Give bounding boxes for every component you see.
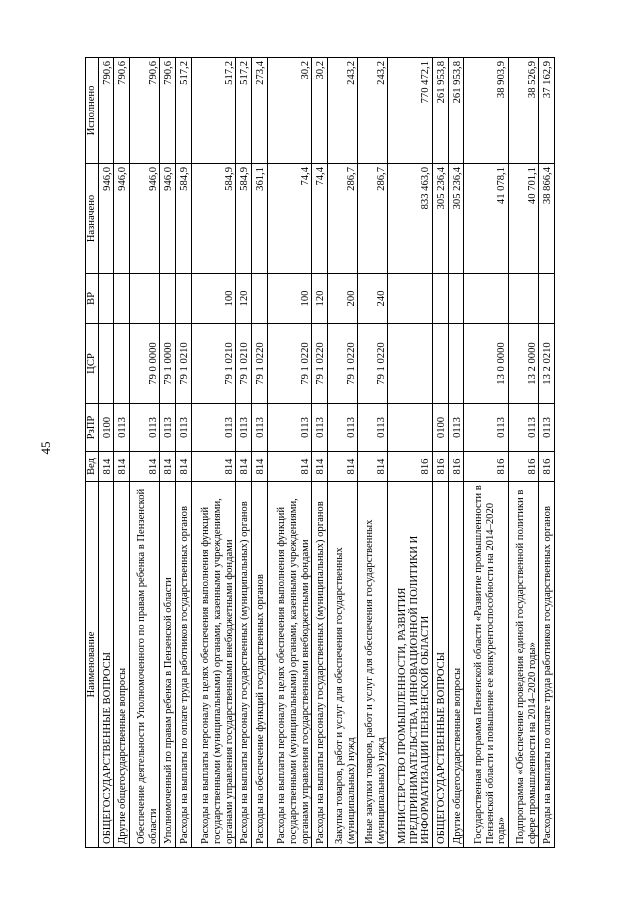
cell-rpr xyxy=(388,404,433,452)
cell-csr: 79 1 0220 xyxy=(312,324,328,404)
table-row xyxy=(114,58,130,848)
table-row xyxy=(267,58,312,848)
cell-assigned: 286,7 xyxy=(358,164,388,274)
cell-csr: 79 1 0220 xyxy=(267,324,312,404)
cell-executed: 517,2 xyxy=(236,58,252,164)
table-row xyxy=(236,58,252,848)
cell-ved: 814 xyxy=(98,452,114,482)
cell-rpr: 0100 xyxy=(98,404,114,452)
cell-assigned: 946,0 xyxy=(130,164,160,274)
cell-assigned: 305 236,4 xyxy=(433,164,449,274)
cell-vr xyxy=(433,274,449,324)
cell-vr: 100 xyxy=(191,274,236,324)
cell-executed: 261 953,8 xyxy=(448,58,464,164)
header-ved: Вед xyxy=(86,452,99,482)
cell-rpr: 0113 xyxy=(236,404,252,452)
cell-name: Расходы на выплаты персоналу в целях обеспечения выполнения функций государственными (муниципальными) органами, казенными учреждениями, органами управления государственными внебюджетными фондами xyxy=(267,482,312,848)
cell-vr xyxy=(251,274,267,324)
cell-ved: 814 xyxy=(114,452,130,482)
cell-vr xyxy=(539,274,555,324)
cell-csr: 79 1 0210 xyxy=(175,324,191,404)
table-body xyxy=(98,58,554,848)
header-vr: ВР xyxy=(86,274,99,324)
rotated-table-container xyxy=(85,58,555,848)
cell-rpr: 0113 xyxy=(191,404,236,452)
cell-name: Расходы на выплаты по оплате труда работников государственных органов xyxy=(539,482,555,848)
cell-ved: 814 xyxy=(236,452,252,482)
table-row xyxy=(130,58,160,848)
cell-csr: 79 1 0000 xyxy=(160,324,176,404)
cell-name: Расходы на выплаты персоналу государственных (муниципальных) органов xyxy=(236,482,252,848)
cell-assigned: 584,9 xyxy=(191,164,236,274)
table-row xyxy=(433,58,449,848)
cell-assigned: 41 078,1 xyxy=(464,164,509,274)
cell-ved: 816 xyxy=(464,452,509,482)
cell-csr xyxy=(388,324,433,404)
page-number: 45 xyxy=(38,441,53,455)
cell-csr: 79 1 0220 xyxy=(328,324,358,404)
cell-rpr: 0113 xyxy=(312,404,328,452)
cell-executed: 790,6 xyxy=(130,58,160,164)
cell-rpr: 0113 xyxy=(160,404,176,452)
cell-vr: 240 xyxy=(358,274,388,324)
header-name: Наименование xyxy=(86,482,99,848)
cell-ved: 814 xyxy=(251,452,267,482)
cell-rpr: 0113 xyxy=(175,404,191,452)
cell-csr: 13 2 0000 xyxy=(509,324,539,404)
cell-name: Другие общегосударственные вопросы xyxy=(114,482,130,848)
budget-table xyxy=(85,57,555,848)
cell-executed: 37 162,9 xyxy=(539,58,555,164)
table-row xyxy=(388,58,433,848)
cell-name: МИНИСТЕРСТВО ПРОМЫШЛЕННОСТИ, РАЗВИТИЯ ПРЕДПРИНИМАТЕЛЬСТВА, ИННОВАЦИОННОЙ ПОЛИТИКИ И ИНФОРМАТИЗАЦИИ ПЕНЗЕНСКОЙ ОБЛАСТИ xyxy=(388,482,433,848)
cell-rpr: 0113 xyxy=(539,404,555,452)
cell-ved: 816 xyxy=(433,452,449,482)
header-rpr: РзПР xyxy=(86,404,99,452)
table-row xyxy=(328,58,358,848)
cell-vr: 100 xyxy=(267,274,312,324)
cell-ved: 814 xyxy=(358,452,388,482)
cell-executed: 30,2 xyxy=(267,58,312,164)
cell-name: Расходы на обеспечение функций государственных органов xyxy=(251,482,267,848)
cell-name: Расходы на выплаты персоналу в целях обеспечения выполнения функций государственными (муниципальными) органами, казенными учреждениями, органами управления государственными внебюджетными фондами xyxy=(191,482,236,848)
cell-csr: 79 0 0000 xyxy=(130,324,160,404)
cell-executed: 243,2 xyxy=(358,58,388,164)
cell-name: Расходы на выплаты по оплате труда работников государственных органов xyxy=(175,482,191,848)
table-row xyxy=(539,58,555,848)
table-row xyxy=(312,58,328,848)
cell-ved: 814 xyxy=(160,452,176,482)
cell-csr xyxy=(448,324,464,404)
cell-executed: 243,2 xyxy=(328,58,358,164)
cell-ved: 814 xyxy=(328,452,358,482)
cell-csr: 79 1 0210 xyxy=(236,324,252,404)
cell-vr: 120 xyxy=(236,274,252,324)
cell-assigned: 305 236,4 xyxy=(448,164,464,274)
cell-ved: 814 xyxy=(175,452,191,482)
cell-ved: 814 xyxy=(267,452,312,482)
cell-csr: 13 0 0000 xyxy=(464,324,509,404)
table-row xyxy=(509,58,539,848)
cell-csr: 79 1 0210 xyxy=(191,324,236,404)
header-csr: ЦСР xyxy=(86,324,99,404)
cell-rpr: 0113 xyxy=(509,404,539,452)
cell-assigned: 361,1 xyxy=(251,164,267,274)
cell-vr xyxy=(160,274,176,324)
cell-name: ОБЩЕГОСУДАРСТВЕННЫЕ ВОПРОСЫ xyxy=(433,482,449,848)
cell-rpr: 0113 xyxy=(267,404,312,452)
cell-executed: 38 903,9 xyxy=(464,58,509,164)
cell-executed: 30,2 xyxy=(312,58,328,164)
cell-csr xyxy=(98,324,114,404)
cell-name: Расходы на выплаты персоналу государственных (муниципальных) органов xyxy=(312,482,328,848)
cell-vr xyxy=(175,274,191,324)
header-executed: Исполнено xyxy=(86,58,99,164)
cell-name: Подпрограмма «Обеспечение проведения единой государственной политики в сфере промышленности на 2014–2020 годы» xyxy=(509,482,539,848)
cell-assigned: 584,9 xyxy=(175,164,191,274)
cell-executed: 790,6 xyxy=(114,58,130,164)
cell-rpr: 0100 xyxy=(433,404,449,452)
cell-csr xyxy=(114,324,130,404)
cell-csr: 79 1 0220 xyxy=(251,324,267,404)
table-row xyxy=(464,58,509,848)
cell-rpr: 0113 xyxy=(464,404,509,452)
cell-vr xyxy=(114,274,130,324)
cell-executed: 517,2 xyxy=(191,58,236,164)
cell-csr xyxy=(433,324,449,404)
cell-executed: 261 953,8 xyxy=(433,58,449,164)
cell-csr: 79 1 0220 xyxy=(358,324,388,404)
cell-ved: 816 xyxy=(509,452,539,482)
cell-rpr: 0113 xyxy=(328,404,358,452)
cell-assigned: 286,7 xyxy=(328,164,358,274)
cell-executed: 790,6 xyxy=(160,58,176,164)
table-row xyxy=(191,58,236,848)
cell-assigned: 946,0 xyxy=(160,164,176,274)
cell-executed: 38 526,9 xyxy=(509,58,539,164)
cell-ved: 816 xyxy=(539,452,555,482)
cell-ved: 814 xyxy=(191,452,236,482)
cell-ved: 816 xyxy=(448,452,464,482)
cell-vr xyxy=(464,274,509,324)
table-header-row xyxy=(86,58,99,848)
cell-assigned: 40 701,1 xyxy=(509,164,539,274)
cell-vr xyxy=(448,274,464,324)
cell-rpr: 0113 xyxy=(358,404,388,452)
table-row xyxy=(251,58,267,848)
cell-assigned: 74,4 xyxy=(312,164,328,274)
cell-assigned: 946,0 xyxy=(114,164,130,274)
cell-assigned: 833 463,0 xyxy=(388,164,433,274)
cell-ved: 816 xyxy=(388,452,433,482)
cell-name: Обеспечение деятельности Уполномоченного по правам ребенка в Пензенской области xyxy=(130,482,160,848)
cell-assigned: 74,4 xyxy=(267,164,312,274)
cell-name: Закупка товаров, работ и услуг для обеспечения государственных (муниципальных) нужд xyxy=(328,482,358,848)
cell-ved: 814 xyxy=(312,452,328,482)
cell-assigned: 584,9 xyxy=(236,164,252,274)
cell-executed: 790,6 xyxy=(98,58,114,164)
table-row xyxy=(98,58,114,848)
cell-vr xyxy=(509,274,539,324)
cell-assigned: 38 866,4 xyxy=(539,164,555,274)
cell-vr xyxy=(98,274,114,324)
cell-vr xyxy=(388,274,433,324)
cell-name: Уполномоченный по правам ребенка в Пензенской области xyxy=(160,482,176,848)
cell-executed: 770 472,1 xyxy=(388,58,433,164)
cell-executed: 273,4 xyxy=(251,58,267,164)
table-row xyxy=(448,58,464,848)
cell-name: Государственная программа Пензенской области «Развитие промышленности в Пензенской области и повышение ее конкурентоспособности на 2014–2020 годы» xyxy=(464,482,509,848)
table-row xyxy=(358,58,388,848)
cell-csr: 13 2 0210 xyxy=(539,324,555,404)
cell-vr: 200 xyxy=(328,274,358,324)
cell-name: ОБЩЕГОСУДАРСТВЕННЫЕ ВОПРОСЫ xyxy=(98,482,114,848)
cell-vr xyxy=(130,274,160,324)
table-row xyxy=(175,58,191,848)
cell-rpr: 0113 xyxy=(251,404,267,452)
header-assigned: Назначено xyxy=(86,164,99,274)
cell-rpr: 0113 xyxy=(448,404,464,452)
cell-rpr: 0113 xyxy=(114,404,130,452)
cell-executed: 517,2 xyxy=(175,58,191,164)
table-row xyxy=(160,58,176,848)
cell-rpr: 0113 xyxy=(130,404,160,452)
cell-vr: 120 xyxy=(312,274,328,324)
cell-name: Иные закупки товаров, работ и услуг для обеспечения государственных (муниципальных) нужд xyxy=(358,482,388,848)
cell-ved: 814 xyxy=(130,452,160,482)
cell-assigned: 946,0 xyxy=(98,164,114,274)
cell-name: Другие общегосударственные вопросы xyxy=(448,482,464,848)
